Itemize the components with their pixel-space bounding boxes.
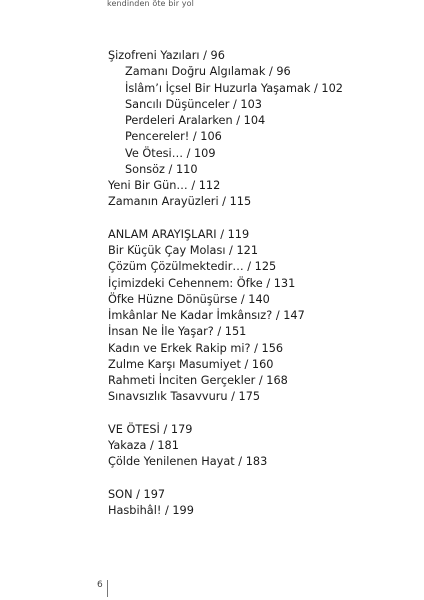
toc-entry: İçimizdeki Cehennem: Öfke / 131 <box>108 276 296 290</box>
toc-entry: VE ÖTESİ / 179 <box>108 422 193 436</box>
toc-entry: ANLAM ARAYIŞLARI / 119 <box>108 227 250 241</box>
toc-entry: Rahmeti İnciten Gerçekler / 168 <box>108 374 288 387</box>
toc-entry: Zulme Karşı Masumiyet / 160 <box>108 357 274 371</box>
toc-entry: SON / 197 <box>108 487 166 501</box>
folio-divider <box>107 580 108 597</box>
toc-entry: Zamanın Arayüzleri / 115 <box>108 195 252 209</box>
toc-entry: Öfke Hüzne Dönüşürse / 140 <box>108 292 270 306</box>
toc-spacer <box>108 211 408 227</box>
toc-subentry: Perdeleri Aralarken / 104 <box>125 114 266 127</box>
toc-entry: Sınavsızlık Tasavvuru / 175 <box>108 390 261 404</box>
page-number: 6 <box>97 580 103 590</box>
running-header: kendinden öte bir yol <box>107 0 194 8</box>
toc-spacer <box>108 406 408 422</box>
toc-entry: Şizofreni Yazıları / 96 <box>108 49 225 62</box>
toc-subentry: Sonsöz / 110 <box>125 162 198 176</box>
toc-entry: Çözüm Çözülmektedir… / 125 <box>108 260 277 274</box>
toc-entry: Hasbihâl! / 199 <box>108 504 194 517</box>
toc-entry: Çölde Yenilenen Hayat / 183 <box>108 455 268 469</box>
toc-spacer <box>108 471 408 487</box>
toc-subentry: Ve Ötesi… / 109 <box>125 146 216 160</box>
toc-entry: Kadın ve Erkek Rakip mi? / 156 <box>108 341 284 355</box>
toc-entry: İnsan Ne İle Yaşar? / 151 <box>108 325 247 339</box>
toc-subentry: Pencereler! / 106 <box>125 130 222 144</box>
toc-subentry: İslâm’ı İçsel Bir Huzurla Yaşamak / 102 <box>125 81 343 95</box>
toc-subentry: Zamanı Doğru Algılamak / 96 <box>125 65 291 79</box>
toc-entry: Yakaza / 181 <box>108 439 179 452</box>
toc-entry: İmkânlar Ne Kadar İmkânsız? / 147 <box>108 309 305 322</box>
table-of-contents <box>108 48 408 519</box>
toc-subentry: Sancılı Düşünceler / 103 <box>125 97 262 111</box>
toc-entry: Bir Küçük Çay Molası / 121 <box>108 244 259 257</box>
toc-entry: Yeni Bir Gün… / 112 <box>108 179 221 192</box>
